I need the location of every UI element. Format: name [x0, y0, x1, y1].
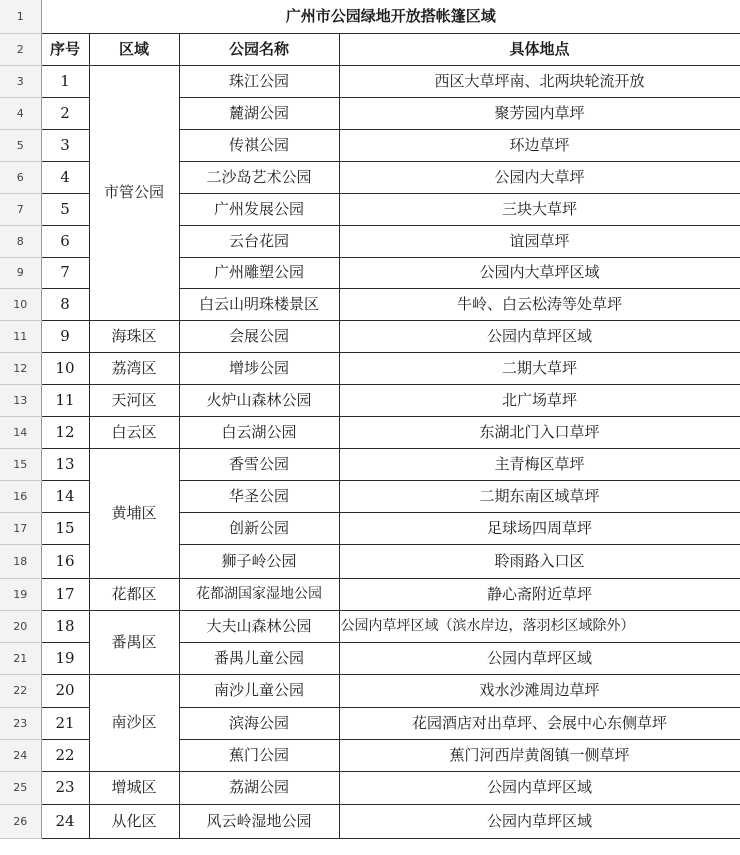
row-number[interactable]: 14: [0, 416, 41, 448]
park-name-cell: 白云湖公园: [179, 416, 339, 448]
location-cell: 戏水沙滩周边草坪: [339, 674, 740, 707]
table-row: [0, 65, 740, 97]
park-name-cell: 广州雕塑公园: [179, 257, 339, 288]
seq-cell: 14: [41, 480, 89, 512]
seq-cell: 20: [41, 674, 89, 707]
row-number[interactable]: 5: [0, 129, 41, 161]
header-location: 具体地点: [339, 33, 740, 65]
location-cell: 东湖北门入口草坪: [339, 416, 740, 448]
row-number[interactable]: 23: [0, 707, 41, 739]
park-name-cell: 风云岭湿地公园: [179, 804, 339, 838]
district-cell: 白云区: [89, 416, 179, 448]
location-cell: 公园内草坪区域: [339, 642, 740, 674]
seq-cell: 5: [41, 193, 89, 225]
header-row: [0, 33, 740, 65]
row-number[interactable]: 24: [0, 739, 41, 771]
location-cell: 公园内草坪区域: [339, 771, 740, 804]
row-number[interactable]: 2: [0, 33, 41, 65]
location-cell: 主青梅区草坪: [339, 448, 740, 480]
seq-cell: 8: [41, 288, 89, 320]
park-name-cell: 二沙岛艺术公园: [179, 161, 339, 193]
table-row: [0, 384, 740, 416]
seq-cell: 15: [41, 512, 89, 544]
park-name-cell: 大夫山森林公园: [179, 610, 339, 642]
district-cell: 增城区: [89, 771, 179, 804]
row-number[interactable]: 8: [0, 225, 41, 257]
row-number[interactable]: 9: [0, 257, 41, 288]
header-seq: 序号: [41, 33, 89, 65]
park-name-cell: 华圣公园: [179, 480, 339, 512]
location-cell: 公园内草坪区域（滨水岸边，落羽杉区域除外）: [339, 610, 740, 642]
park-name-cell: 火炉山森林公园: [179, 384, 339, 416]
park-name-cell: 珠江公园: [179, 65, 339, 97]
location-cell: 聚芳园内草坪: [339, 97, 740, 129]
seq-cell: 3: [41, 129, 89, 161]
seq-cell: 22: [41, 739, 89, 771]
seq-cell: 7: [41, 257, 89, 288]
location-cell: 足球场四周草坪: [339, 512, 740, 544]
district-cell: 花都区: [89, 578, 179, 610]
park-name-cell: 云台花园: [179, 225, 339, 257]
location-cell: 北广场草坪: [339, 384, 740, 416]
table-row: [0, 804, 740, 838]
row-number[interactable]: 11: [0, 320, 41, 352]
row-number[interactable]: 21: [0, 642, 41, 674]
table-row: [0, 448, 740, 480]
location-cell: 公园内大草坪区域: [339, 257, 740, 288]
table-row: [0, 610, 740, 642]
table-row: [0, 320, 740, 352]
location-cell: 谊园草坪: [339, 225, 740, 257]
seq-cell: 17: [41, 578, 89, 610]
row-number[interactable]: 3: [0, 65, 41, 97]
seq-cell: 23: [41, 771, 89, 804]
park-name-cell: 会展公园: [179, 320, 339, 352]
seq-cell: 10: [41, 352, 89, 384]
park-name-cell: 番禺儿童公园: [179, 642, 339, 674]
district-cell: 海珠区: [89, 320, 179, 352]
row-number[interactable]: 1: [0, 0, 41, 33]
park-name-cell: 荔湖公园: [179, 771, 339, 804]
seq-cell: 18: [41, 610, 89, 642]
table-row: [0, 416, 740, 448]
table-row: [0, 352, 740, 384]
park-name-cell: 白云山明珠楼景区: [179, 288, 339, 320]
table-row: [0, 674, 740, 707]
park-name-cell: 蕉门公园: [179, 739, 339, 771]
header-park: 公园名称: [179, 33, 339, 65]
park-name-cell: 传祺公园: [179, 129, 339, 161]
row-number[interactable]: 17: [0, 512, 41, 544]
row-number[interactable]: 13: [0, 384, 41, 416]
park-name-cell: 滨海公园: [179, 707, 339, 739]
seq-cell: 16: [41, 544, 89, 578]
title-row: [0, 0, 740, 33]
district-cell: 荔湾区: [89, 352, 179, 384]
location-cell: 二期东南区域草坪: [339, 480, 740, 512]
seq-cell: 4: [41, 161, 89, 193]
park-name-cell: 花都湖国家湿地公园: [179, 578, 339, 610]
district-cell: 天河区: [89, 384, 179, 416]
location-cell: 蕉门河西岸黄阁镇一侧草坪: [339, 739, 740, 771]
seq-cell: 13: [41, 448, 89, 480]
location-cell: 牛岭、白云松涛等处草坪: [339, 288, 740, 320]
district-cell: 从化区: [89, 804, 179, 838]
district-cell: 黄埔区: [89, 448, 179, 578]
seq-cell: 21: [41, 707, 89, 739]
park-name-cell: 广州发展公园: [179, 193, 339, 225]
location-cell: 三块大草坪: [339, 193, 740, 225]
location-cell: 公园内大草坪: [339, 161, 740, 193]
location-cell: 二期大草坪: [339, 352, 740, 384]
header-district: 区域: [89, 33, 179, 65]
row-number[interactable]: 18: [0, 544, 41, 578]
table-row: [0, 771, 740, 804]
table-title: 广州市公园绿地开放搭帐篷区域: [41, 0, 740, 33]
location-cell: 环边草坪: [339, 129, 740, 161]
location-cell: 西区大草坪南、北两块轮流开放: [339, 65, 740, 97]
park-name-cell: 麓湖公园: [179, 97, 339, 129]
seq-cell: 11: [41, 384, 89, 416]
seq-cell: 12: [41, 416, 89, 448]
park-name-cell: 创新公园: [179, 512, 339, 544]
row-number[interactable]: 15: [0, 448, 41, 480]
park-name-cell: 香雪公园: [179, 448, 339, 480]
row-number[interactable]: 19: [0, 578, 41, 610]
district-cell: 番禺区: [89, 610, 179, 674]
district-cell: 市管公园: [89, 65, 179, 320]
seq-cell: 9: [41, 320, 89, 352]
row-number[interactable]: 20: [0, 610, 41, 642]
row-number[interactable]: 26: [0, 804, 41, 838]
row-number[interactable]: 12: [0, 352, 41, 384]
location-cell: 聆雨路入口区: [339, 544, 740, 578]
seq-cell: 24: [41, 804, 89, 838]
seq-cell: 19: [41, 642, 89, 674]
location-cell: 公园内草坪区域: [339, 320, 740, 352]
row-number[interactable]: 16: [0, 480, 41, 512]
location-cell: 静心斋附近草坪: [339, 578, 740, 610]
location-cell: 花园酒店对出草坪、会展中心东侧草坪: [339, 707, 740, 739]
row-number[interactable]: 10: [0, 288, 41, 320]
park-name-cell: 南沙儿童公园: [179, 674, 339, 707]
table-row: [0, 578, 740, 610]
park-name-cell: 狮子岭公园: [179, 544, 339, 578]
seq-cell: 6: [41, 225, 89, 257]
row-number[interactable]: 4: [0, 97, 41, 129]
row-number[interactable]: 7: [0, 193, 41, 225]
location-cell: 公园内草坪区域: [339, 804, 740, 838]
seq-cell: 1: [41, 65, 89, 97]
row-number[interactable]: 22: [0, 674, 41, 707]
row-number[interactable]: 6: [0, 161, 41, 193]
park-name-cell: 增埗公园: [179, 352, 339, 384]
row-number[interactable]: 25: [0, 771, 41, 804]
seq-cell: 2: [41, 97, 89, 129]
district-cell: 南沙区: [89, 674, 179, 771]
